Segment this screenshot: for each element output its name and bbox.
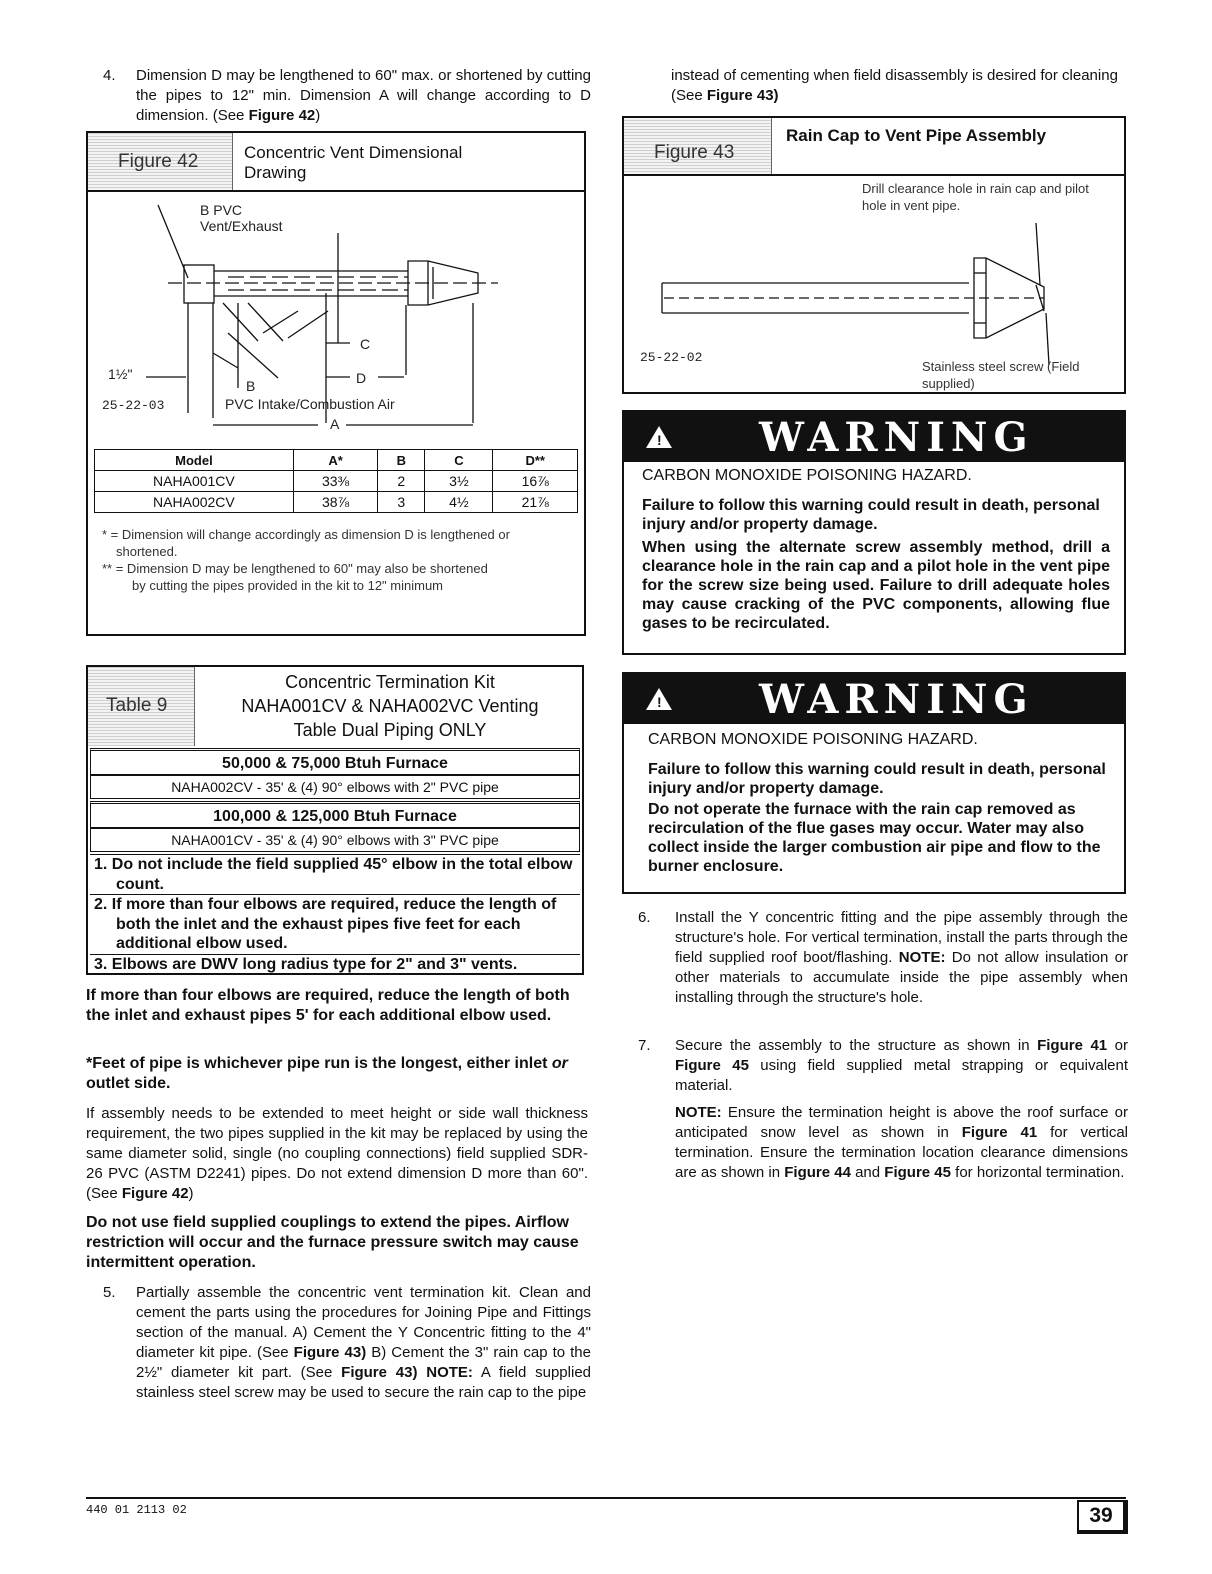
figure-code: 25-22-03 (102, 398, 165, 413)
warning-2-para-1: Failure to follow this warning could result in death, personal injury and/or property damage. (648, 761, 1106, 797)
page-number: 39 (1077, 1500, 1128, 1534)
warning-2-heading: CARBON MONOXIDE POISONING HAZARD. (648, 731, 978, 748)
figure-42 (86, 131, 586, 636)
figure-code: 25-22-02 (640, 350, 703, 365)
figure-42-title: Concentric Vent Dimensional Drawing (244, 143, 463, 182)
table-notes: * = Dimension will change accordingly as dimension D is lengthened or shortened. ** = Dimension D may be lengthened to 60" may also be shortened by cutting the pipes provided in the kit to 12" minimum (102, 527, 510, 593)
step-4: 4. Dimension D may be lengthened to 60" max. or shortened by cutting the pipes to 12" min. Dimension A will change according to D dimension. (See Figure 42) (103, 67, 591, 124)
label-vent-exhaust: Vent/Exhaust (200, 218, 283, 234)
table-9-title: Concentric Termination Kit NAHA001CV & NAHA002VC Venting Table Dual Piping ONLY (241, 672, 539, 740)
warning-1-para-1: Failure to follow this warning could result in death, personal injury and/or property damage. (642, 497, 1100, 533)
step-7: 7. Secure the assembly to the structure as shown in Figure 41 or Figure 45 using field supplied metal strapping or equivalent material. (638, 1037, 1129, 1094)
warning-1 (622, 410, 1126, 655)
concentric-vent-drawing (88, 193, 584, 443)
step-7-note: NOTE: Ensure the termination height is above the roof surface or anticipated snow level as shown in Figure 41 for vertical termination. Ensure the termination location clearance dimensions are as shown in Figure 44 and Figure 45 for horizontal termination. (675, 1104, 1128, 1181)
step-6: 6. Install the Y concentric fitting and the pipe assembly through the structure's hole. For vertical termination, install the parts through the field supplied roof boot/flashing. NOTE: Do not allow insulation or other materials to accumulate inside the pipe assembly when installing through the structure's hole. (638, 909, 1128, 1006)
dimension-table (94, 449, 578, 513)
table-9-tab: Table 9 (88, 667, 195, 746)
step-5-continued: instead of cementing when field disassembly is desired for cleaning (See Figure 43) (671, 67, 1118, 104)
divider (624, 174, 1124, 176)
table-row: NAHA002CV 38⅞ 3 4½ 21⅞ (95, 492, 578, 513)
step-4-text: Dimension D may be lengthened to 60" max. or shortened by cutting the pipes to 12" min. Dimension A will change according to D dimension. (See (136, 67, 591, 124)
label-d: D (356, 370, 367, 386)
label-b-pvc: B PVC (200, 202, 243, 218)
feet-of-pipe-note: *Feet of pipe is whichever pipe run is the longest, either inlet or outlet side. (86, 1055, 568, 1092)
document-number: 440 01 2113 02 (86, 1503, 187, 1517)
step-5: 5. Partially assemble the concentric vent termination kit. Clean and cement the parts using the procedures for Joining Pipe and Fittings section of the manual. A) Cement the Y Concentric fitting to the 4" diameter kit pipe. (See Figure 43) B) Cement the 3" rain cap to the 2½" diameter kit part. (See Figure 43) NOTE: A field supplied stainless steel screw may be used to secure the rain cap to the pipe (103, 1284, 591, 1401)
table-header-row: Model A* B C D** (95, 450, 578, 471)
drill-hole-label: Drill clearance hole in rain cap and pilot hole in vent pipe. (862, 181, 1089, 213)
divider (88, 190, 584, 192)
couplings-warning-paragraph: Do not use field supplied couplings to extend the pipes. Airflow restriction will occur and the furnace pressure switch may cause intermittent operation. (86, 1214, 579, 1271)
table-9 (86, 665, 584, 975)
table-row: NAHA001CV 33⅜ 2 3½ 16⅞ (95, 471, 578, 492)
warning-1-banner: ! WARNING (624, 412, 1124, 462)
label-c: C (360, 336, 371, 352)
step-4-figure-ref: Figure 42 (248, 107, 316, 124)
step-4-number: 4. (103, 67, 116, 84)
figure-43-title: Rain Cap to Vent Pipe Assembly (786, 126, 1047, 145)
elbow-paragraph: If more than four elbows are required, reduce the length of both the inlet and exhaust pipes 5' for each additional elbow used. (86, 987, 570, 1024)
screw-label: Stainless steel screw (Field supplied) (922, 359, 1080, 391)
warning-1-heading: CARBON MONOXIDE POISONING HAZARD. (642, 467, 972, 484)
figure-42-tab: Figure 42 (88, 133, 233, 191)
figure-43-tab: Figure 43 (624, 118, 772, 175)
label-intake: PVC Intake/Combustion Air (225, 396, 395, 412)
footer-rule (86, 1497, 1126, 1499)
label-1-5-inch: 1½" (108, 366, 133, 382)
warning-2-banner: ! WARNING (624, 674, 1124, 724)
extension-paragraph: If assembly needs to be extended to meet height or side wall thickness requirement, the two pipes supplied in the kit may be replaced by using the same diameter solid, single (no coupling connections) field supplied SDR-26 PVC (ASTM D2241) pipes. Do not extend dimension D more than 60". (See Figure 42) (86, 1105, 588, 1202)
figure-43 (622, 116, 1126, 394)
table-9-notes: 1. Do not include the field supplied 45° elbow in the total elbow count. 2. If more than four elbows are required, reduce the length of both the inlet and the exhaust pipes five feet for each additional elbow used. 3. Elbows are DWV long radius type for 2" and 3" vents. (90, 854, 580, 974)
table-9-row-1: NAHA002CV - 35' & (4) 90° elbows with 2" PVC pipe (90, 775, 580, 799)
warning-2-para-2: Do not operate the furnace with the rain cap removed as recirculation of the flue gases may occur. Water may also collect inside the larger combustion air pipe and flow to the burner enclosure. (648, 801, 1101, 875)
label-a: A (330, 416, 340, 432)
warning-1-para-2: When using the alternate screw assembly method, drill a clearance hole in the rain cap and a pilot hole in the vent pipe for the screw size being used. Failure to drill adequate holes may cause cracking of the PVC components, allowing flue gases to be recirculated. (642, 539, 1110, 632)
label-b: B (246, 378, 256, 394)
table-9-row-2: NAHA001CV - 35' & (4) 90° elbows with 3" PVC pipe (90, 828, 580, 852)
warning-2 (622, 672, 1126, 894)
table-9-header-2: 100,000 & 125,000 Btuh Furnace (90, 801, 580, 828)
table-9-header-1: 50,000 & 75,000 Btuh Furnace (90, 748, 580, 775)
